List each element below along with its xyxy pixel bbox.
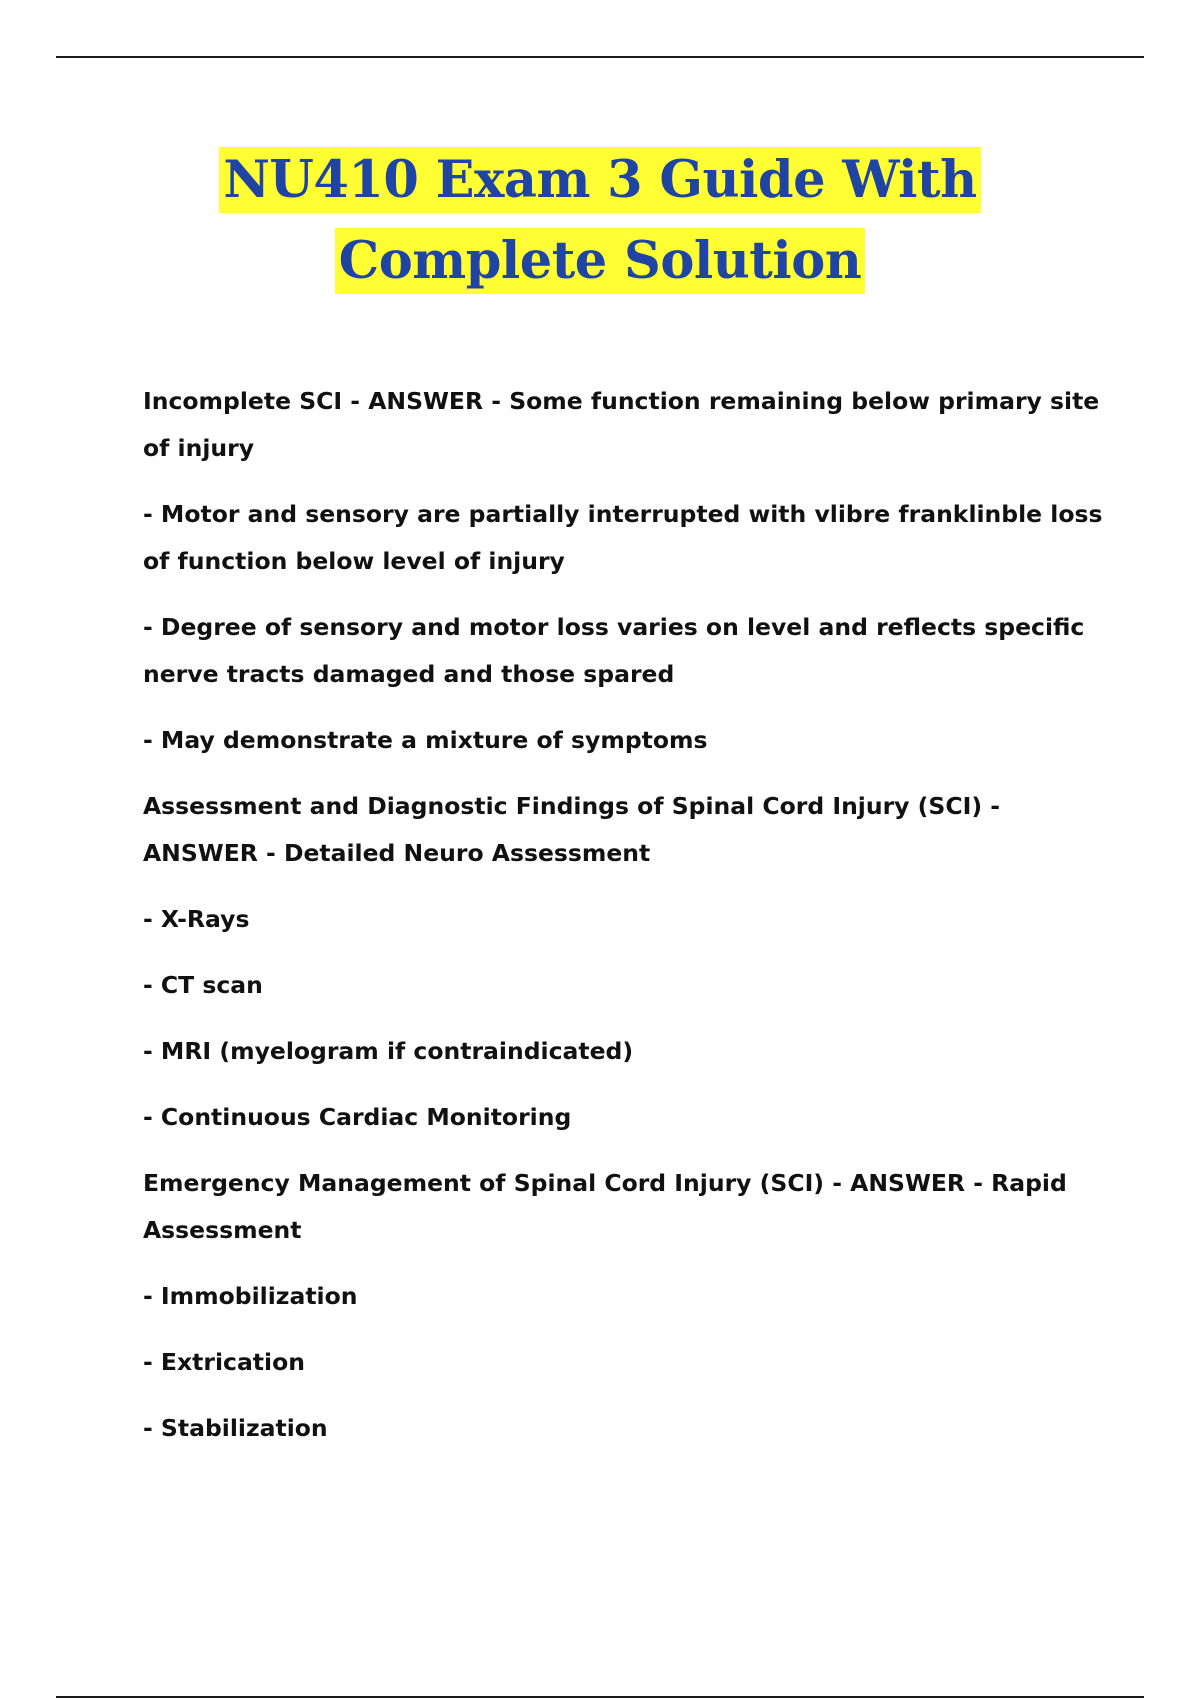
bullet-mri: - MRI (myelogram if contraindicated) (143, 1037, 634, 1065)
bullet-motor-sensory: - Motor and sensory are partially interrupted with vlibre franklinble loss of function below level of injury (143, 500, 1103, 575)
bottom-divider (56, 1696, 1144, 1698)
qa-incomplete-sci: Incomplete SCI - ANSWER - Some function remaining below primary site of injury (143, 387, 1100, 462)
bullet-ct-scan: - CT scan (143, 971, 263, 999)
bullet-degree-loss: - Degree of sensory and motor loss varies on level and reflects specific nerve tracts damaged and those spared (143, 613, 1085, 688)
document-body (143, 378, 1103, 1471)
title-line-1: NU410 Exam 3 Guide With (219, 147, 980, 213)
bullet-xrays: - X-Rays (143, 905, 250, 933)
title-line-2: Complete Solution (335, 228, 866, 294)
document-title (0, 142, 1200, 304)
bullet-cardiac-monitoring: - Continuous Cardiac Monitoring (143, 1103, 572, 1131)
bullet-mixture-symptoms: - May demonstrate a mixture of symptoms (143, 726, 708, 754)
qa-emergency-management: Emergency Management of Spinal Cord Injury (SCI) - ANSWER - Rapid Assessment (143, 1169, 1067, 1244)
qa-assessment-findings: Assessment and Diagnostic Findings of Spinal Cord Injury (SCI) - ANSWER - Detailed Neuro Assessment (143, 792, 1001, 867)
bullet-extrication: - Extrication (143, 1348, 305, 1376)
bullet-immobilization: - Immobilization (143, 1282, 358, 1310)
bullet-stabilization: - Stabilization (143, 1414, 328, 1442)
top-divider (56, 56, 1144, 58)
